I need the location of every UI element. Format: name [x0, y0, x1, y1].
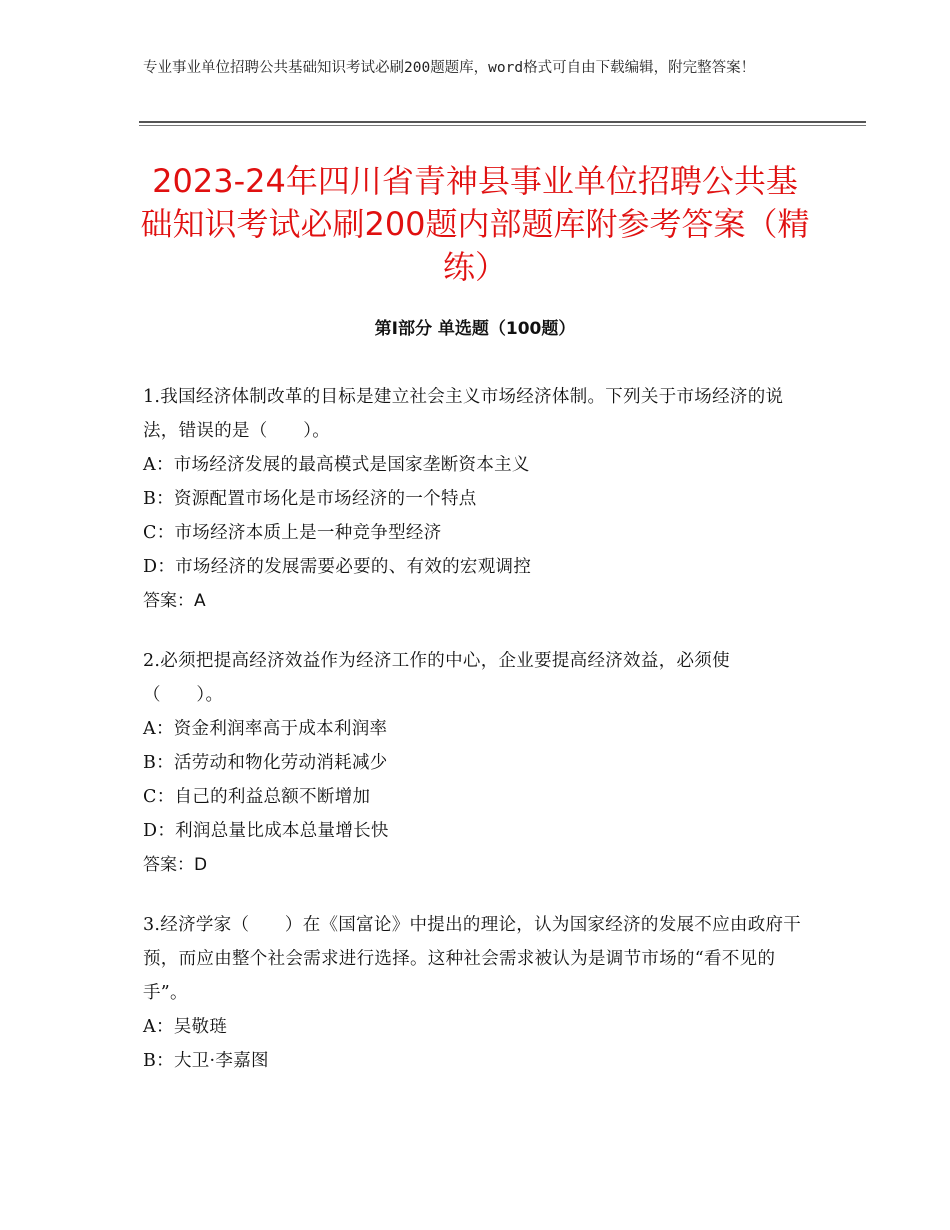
- header-rule-thin: [139, 125, 866, 126]
- option-b: B：大卫·李嘉图: [143, 1051, 269, 1071]
- option-d: D：利润总量比成本总量增长快: [143, 821, 389, 841]
- answer-line: 答案：A: [143, 591, 206, 611]
- option-a: A：吴敬琏: [143, 1017, 228, 1037]
- option-d: D：市场经济的发展需要必要的、有效的宏观调控: [143, 557, 532, 577]
- document-title: 2023-24年四川省青神县事业单位招聘公共基础知识考试必刷200题内部题库附参考答案（精练）: [140, 162, 810, 286]
- section-title: 第Ⅰ部分 单选题（100题）: [374, 319, 576, 339]
- question-3: [143, 908, 803, 1078]
- option-a: A：市场经济发展的最高模式是国家垄断资本主义: [143, 455, 530, 475]
- question-list: [143, 380, 803, 1104]
- header-rule-thick: [139, 121, 866, 123]
- option-c: C：自己的利益总额不断增加: [143, 787, 371, 807]
- question-stem: 2.必须把提高经济效益作为经济工作的中心，企业要提高经济效益，必须使（ ）。: [143, 651, 730, 705]
- question-2: [143, 644, 803, 882]
- question-stem: 3.经济学家（ ）在《国富论》中提出的理论，认为国家经济的发展不应由政府干预，而应由整个社会需求进行选择。这种社会需求被认为是调节市场的“看不见的手”。: [143, 915, 802, 1003]
- answer-line: 答案：D: [143, 855, 208, 875]
- option-b: B：资源配置市场化是市场经济的一个特点: [143, 489, 477, 509]
- option-b: B：活劳动和物化劳动消耗减少: [143, 753, 388, 773]
- option-c: C：市场经济本质上是一种竞争型经济: [143, 523, 442, 543]
- header-note: 专业事业单位招聘公共基础知识考试必刷200题题库，word格式可自由下载编辑，附完整答案！: [143, 60, 756, 76]
- question-1: [143, 380, 803, 618]
- option-a: A：资金利润率高于成本利润率: [143, 719, 388, 739]
- question-stem: 1.我国经济体制改革的目标是建立社会主义市场经济体制。下列关于市场经济的说法，错误的是（ ）。: [143, 387, 784, 441]
